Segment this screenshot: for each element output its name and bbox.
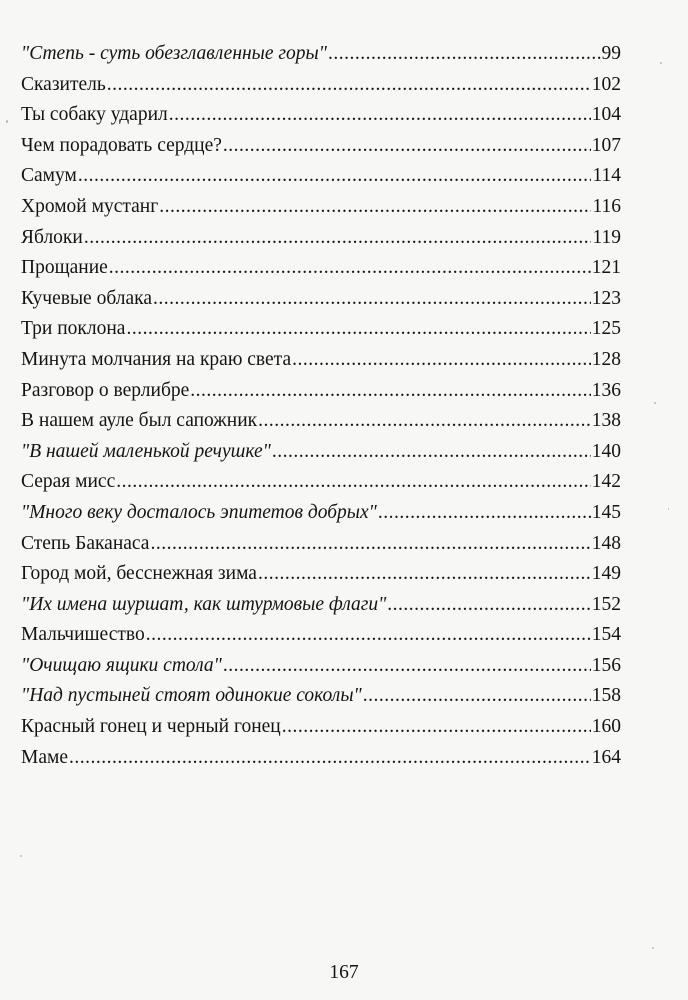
toc-entry bbox=[21, 345, 621, 376]
toc-entry-title: В нашем ауле был сапожник bbox=[21, 410, 258, 432]
toc-entry-title: Разговор о верлибре bbox=[21, 379, 190, 401]
toc-entry-page: 119 bbox=[592, 226, 621, 248]
toc-entry-page: 145 bbox=[591, 501, 621, 523]
toc-entry bbox=[21, 376, 621, 407]
toc-entry-title: "Их имена шуршат, как штурмовые флаги" bbox=[21, 593, 387, 615]
toc-entry-page: 125 bbox=[591, 318, 621, 340]
toc-entry bbox=[21, 559, 621, 590]
toc-entry-page: 142 bbox=[591, 471, 621, 493]
toc-entry-page: 158 bbox=[591, 685, 621, 707]
toc-entry-title: Маме bbox=[21, 746, 68, 768]
toc-entry bbox=[21, 712, 621, 743]
toc-dot-leader bbox=[109, 253, 591, 284]
toc-entry-page: 99 bbox=[601, 43, 621, 64]
toc-dot-leader bbox=[223, 651, 591, 682]
toc-dot-leader bbox=[258, 559, 591, 590]
toc-dot-leader bbox=[387, 590, 590, 621]
toc-entry bbox=[21, 681, 621, 712]
scan-speck bbox=[654, 402, 656, 404]
toc-dot-leader bbox=[292, 345, 591, 376]
toc-entry-page: 114 bbox=[592, 165, 621, 187]
toc-entry bbox=[21, 743, 621, 774]
toc-entry-title: Город мой, бесснежная зима bbox=[21, 563, 257, 585]
scan-speck bbox=[20, 855, 22, 857]
toc-entry bbox=[21, 131, 621, 162]
toc-dot-leader bbox=[78, 161, 592, 192]
toc-entry-page: 128 bbox=[591, 348, 621, 370]
toc-entry bbox=[21, 437, 621, 468]
page-number: 167 bbox=[329, 962, 359, 983]
toc-entry-page: 121 bbox=[591, 257, 621, 279]
toc-dot-leader bbox=[169, 100, 591, 131]
toc-dot-leader bbox=[258, 406, 591, 437]
toc-entry bbox=[21, 498, 621, 529]
toc-entry-title: Самум bbox=[21, 165, 77, 187]
toc-entry bbox=[21, 529, 621, 560]
toc-dot-leader bbox=[378, 498, 591, 529]
toc-entry-title: Минута молчания на краю света bbox=[21, 348, 292, 370]
toc-entry bbox=[21, 223, 621, 254]
toc-dot-leader bbox=[363, 681, 591, 712]
toc-entry-title: Три поклона bbox=[21, 318, 126, 340]
toc-entry-page: 154 bbox=[591, 624, 621, 646]
toc-entry bbox=[21, 406, 621, 437]
toc-entry bbox=[21, 192, 621, 223]
toc-entry-page: 116 bbox=[592, 195, 621, 217]
toc-entry-page: 107 bbox=[591, 134, 621, 156]
toc-entry-page: 136 bbox=[591, 379, 621, 401]
toc-dot-leader bbox=[282, 712, 591, 743]
toc-dot-leader bbox=[116, 467, 591, 498]
toc-entry-page: 104 bbox=[591, 104, 621, 126]
toc-entry bbox=[21, 620, 621, 651]
toc-entry-page: 156 bbox=[591, 654, 621, 676]
toc-entry-page: 149 bbox=[591, 563, 621, 585]
toc-entry-title: Серая мисс bbox=[21, 471, 116, 493]
toc-entry bbox=[21, 284, 621, 315]
toc-dot-leader bbox=[159, 192, 591, 223]
toc-entry bbox=[21, 161, 621, 192]
scan-speck bbox=[6, 120, 8, 123]
toc-entry-title: Кучевые облака bbox=[21, 287, 152, 309]
toc-entry bbox=[21, 100, 621, 131]
toc-entry-page: 152 bbox=[591, 593, 621, 615]
toc-entry-title: Степь Баканаса bbox=[21, 532, 150, 554]
toc-entry-page: 148 bbox=[591, 532, 621, 554]
toc-entry-page: 164 bbox=[591, 746, 621, 768]
toc-dot-leader bbox=[84, 223, 592, 254]
toc-dot-leader bbox=[153, 284, 591, 315]
toc-dot-leader bbox=[107, 70, 591, 101]
toc-dot-leader bbox=[150, 529, 590, 560]
toc-entry-page: 138 bbox=[591, 410, 621, 432]
toc-dot-leader bbox=[190, 376, 590, 407]
toc-entry bbox=[21, 70, 621, 101]
toc-dot-leader bbox=[223, 131, 591, 162]
toc-entry bbox=[21, 314, 621, 345]
toc-entry-title: Сказитель bbox=[21, 73, 106, 95]
table-of-contents bbox=[21, 39, 621, 773]
toc-entry bbox=[21, 590, 621, 621]
toc-entry-page: 102 bbox=[591, 73, 621, 95]
scan-speck bbox=[668, 508, 669, 510]
toc-entry bbox=[21, 651, 621, 682]
toc-entry-title: Яблоки bbox=[21, 226, 83, 248]
toc-entry-title: Прощание bbox=[21, 257, 108, 279]
toc-dot-leader bbox=[69, 743, 591, 774]
toc-entry-page: 160 bbox=[591, 716, 621, 738]
toc-entry bbox=[21, 253, 621, 284]
toc-entry-title: Ты собаку ударил bbox=[21, 104, 168, 126]
toc-dot-leader bbox=[146, 620, 591, 651]
toc-dot-leader bbox=[272, 437, 591, 468]
toc-dot-leader bbox=[328, 39, 601, 70]
toc-entry-title: Хромой мустанг bbox=[21, 195, 159, 217]
toc-entry-title: Чем порадовать сердце? bbox=[21, 134, 222, 156]
scan-speck bbox=[660, 62, 662, 64]
toc-entry-title: "Степь - суть обезглавленные горы" bbox=[21, 43, 327, 64]
scan-speck bbox=[652, 947, 654, 949]
toc-entry-title: Красный гонец и черный гонец bbox=[21, 716, 281, 738]
toc-entry-page: 140 bbox=[591, 440, 621, 462]
toc-entry-title: "Много веку досталось эпитетов добрых" bbox=[21, 501, 377, 523]
toc-entry-title: Мальчишество bbox=[21, 624, 145, 646]
toc-entry-title: "Над пустыней стоят одинокие соколы" bbox=[21, 685, 362, 707]
toc-entry bbox=[21, 39, 621, 70]
toc-entry-title: "В нашей маленькой речушке" bbox=[21, 440, 271, 462]
toc-entry-page: 123 bbox=[591, 287, 621, 309]
toc-entry-title: "Очищаю ящики стола" bbox=[21, 654, 222, 676]
toc-dot-leader bbox=[126, 314, 590, 345]
toc-entry bbox=[21, 467, 621, 498]
